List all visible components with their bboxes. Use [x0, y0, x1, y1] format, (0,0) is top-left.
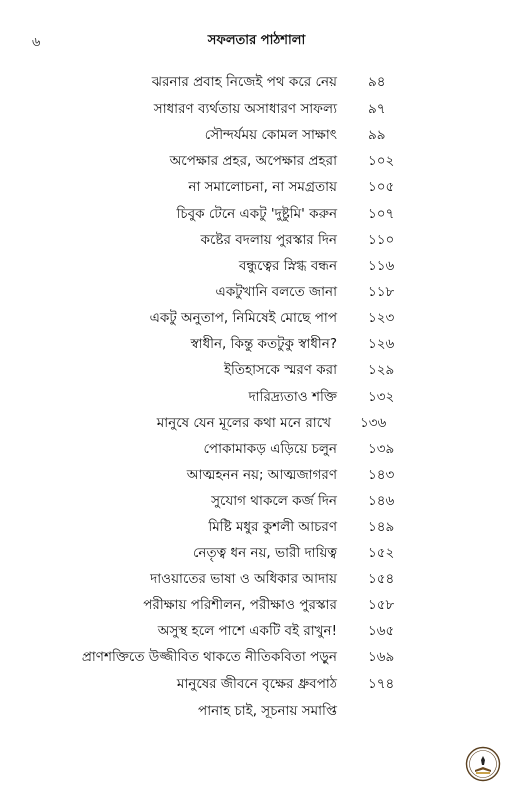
toc-entry-title: মানুষের জীবনে বৃক্ষের ধ্রুবপাঠ: [176, 676, 337, 692]
toc-entry-page: ৯৭: [368, 101, 386, 117]
toc-entry-title: বন্ধুত্বের স্নিগ্ধ বন্ধন: [238, 258, 337, 274]
toc-entry-page: ৯৪: [368, 74, 386, 90]
toc-entry-title: পোকামাকড় এড়িয়ে চলুন: [203, 441, 337, 457]
toc-entry-page: ১১৬: [368, 258, 395, 274]
toc-entry-title: স্বাধীন, কিন্তু কতটুকু স্বাধীন?: [190, 336, 337, 352]
toc-entry-page: ১০২: [368, 153, 395, 169]
toc-entry-page: ১২৬: [368, 336, 395, 352]
toc-entry-page: ১১৮: [368, 284, 395, 300]
toc-entry-page: ১৪৬: [368, 493, 395, 509]
toc-entry-page: ১০৫: [368, 179, 395, 195]
toc-entry-page: ৯৯: [368, 127, 386, 143]
toc-entry-title: পরীক্ষায় পরিশীলন, পরীক্ষাও পুরস্কার: [143, 597, 337, 613]
toc-entry-page: ১৩৯: [368, 441, 395, 457]
toc-entry-title: প্রাণশক্তিতে উজ্জীবিত থাকতে নীতিকবিতা পড়ুন: [81, 649, 337, 665]
toc-entry-title: ইতিহাসকে স্মরণ করা: [223, 362, 337, 378]
toc-entry-title: মিষ্টি মধুর কুশলী আচরণ: [208, 519, 337, 535]
toc-entry-title: চিবুক টেনে একটু 'দুষ্টুমি' করুন: [176, 206, 337, 222]
toc-entry-page: ১৪৩: [368, 467, 395, 483]
running-title: সফলতার পাঠশালা: [207, 33, 306, 48]
toc-entry-title: না সমালোচনা, না সমগ্রতায়: [188, 179, 337, 195]
toc-entry-page: ১১০: [368, 232, 395, 248]
toc-entry-title: নেতৃত্ব ধন নয়, ভারী দায়িত্ব: [192, 545, 337, 561]
toc-entry-title: একটু অনুতাপ, নিমিষেই মোছে পাপ: [149, 310, 337, 326]
toc-entry-title: সুযোগ থাকলে কর্জ দিন: [211, 493, 337, 509]
toc-entry-page: ১২৯: [368, 362, 395, 378]
toc-entry-page: ১৫২: [368, 545, 395, 561]
toc-entry-page: ১৬৫: [368, 623, 395, 639]
toc-entry-title: ঝরনার প্রবাহ নিজেই পথ করে নেয়: [151, 74, 337, 90]
toc-entry-page: ১২৩: [368, 310, 395, 326]
toc-entry-title: পানাহ চাই, সূচনায় সমাপ্তি: [198, 703, 337, 719]
toc-entry-page: ১৩২: [368, 389, 395, 405]
toc-entry-title: কষ্টের বদলায় পুরস্কার দিন: [200, 232, 337, 248]
toc-entry-page: ১৩৬: [360, 415, 387, 431]
toc-entry-title: অপেক্ষার প্রহর, অপেক্ষার প্রহরা: [169, 153, 337, 169]
toc-entry-title: সৌন্দর্যময় কোমল সাক্ষাৎ: [204, 127, 337, 143]
toc-entry-page: ১৬৯: [368, 649, 395, 665]
page-number: ৬: [32, 35, 41, 50]
toc-entry-title: অসুস্থ হলে পাশে একটি বই রাখুন!: [157, 623, 337, 639]
toc-entry-page: ১৭৪: [368, 676, 395, 692]
toc-entry-title: দাওয়াতের ভাষা ও অধিকার আদায়: [150, 571, 337, 587]
toc-entry-title: একটুখানি বলতে জানা: [215, 284, 337, 300]
toc-entry-title: সাধারণ ব্যর্থতায় অসাধারণ সাফল্য: [153, 101, 337, 117]
publisher-logo-icon: [465, 746, 501, 782]
toc-entry-page: ১০৭: [368, 206, 395, 222]
toc-entry-page: ১৫৮: [368, 597, 395, 613]
toc-entry-page: ১৪৯: [368, 519, 395, 535]
toc-entry-title: আত্মহনন নয়; আত্মজাগরণ: [186, 467, 337, 483]
toc-entry-title: দারিদ্র্যতাও শক্তি: [248, 389, 337, 405]
toc-entry-page: ১৫৪: [368, 571, 395, 587]
toc-entry-title: মানুষে যেন মূলের কথা মনে রাখে: [156, 415, 331, 431]
